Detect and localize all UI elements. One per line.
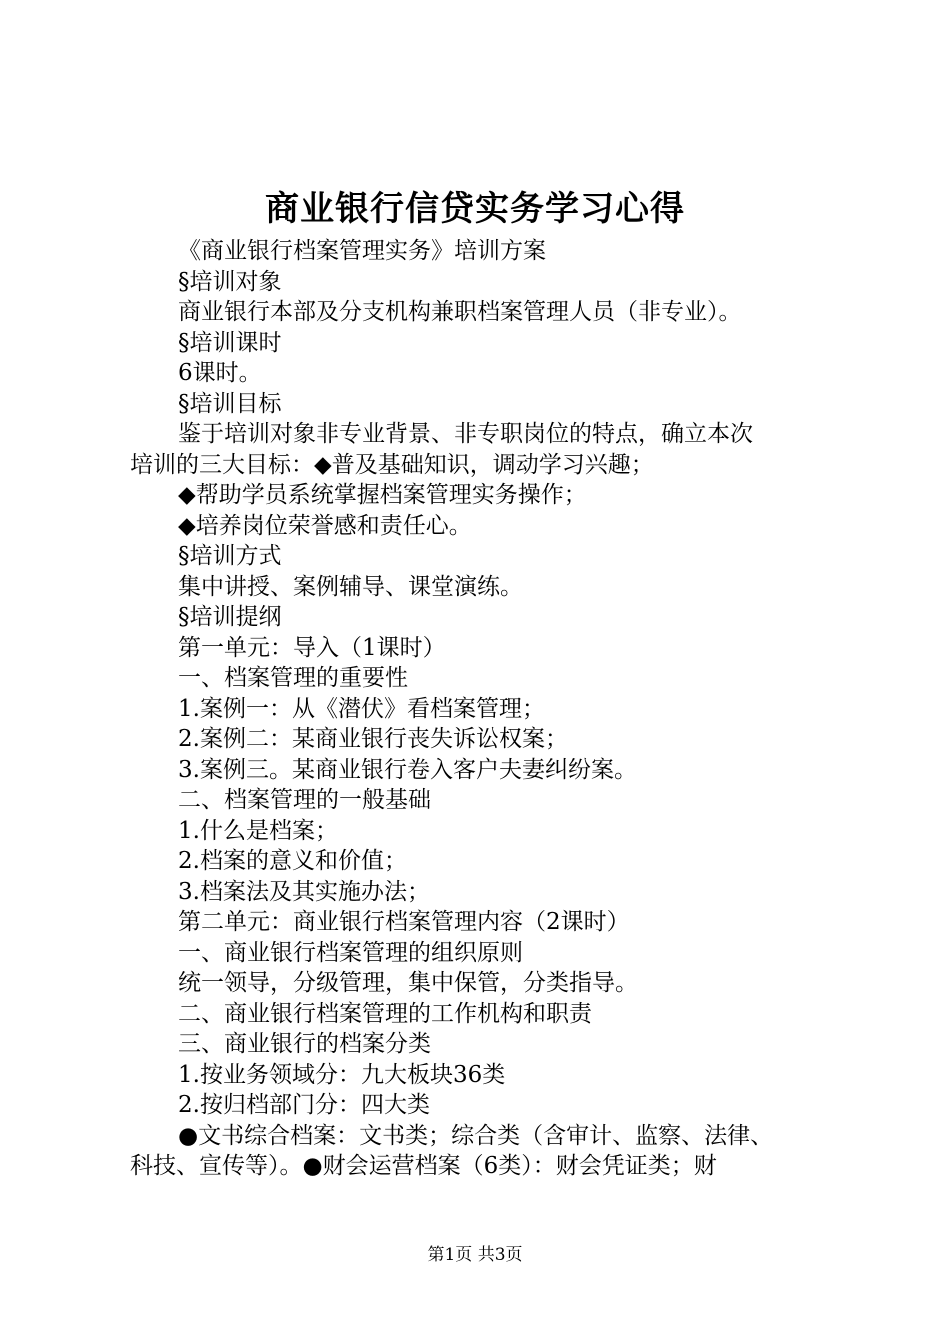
section-heading: §培训方式 [178, 543, 282, 569]
list-item: 1.案例一：从《潜伏》看档案管理； [178, 695, 545, 722]
list-item: 2.档案的意义和价值； [178, 848, 407, 874]
list-item: 1.什么是档案； [178, 817, 338, 844]
list-item: ◆培养岗位荣誉感和责任心。 [178, 512, 472, 539]
paragraph-line: 6课时。 [178, 360, 262, 386]
section-heading: §培训提纲 [178, 604, 282, 630]
subsection-heading: 一、档案管理的重要性 [178, 665, 408, 691]
subsection-heading: 二、商业银行档案管理的工作机构和职责 [178, 1000, 592, 1027]
document-title: 商业银行信贷实务学习心得 [265, 189, 685, 229]
section-heading: §培训课时 [178, 329, 282, 356]
paragraph-line: 《商业银行档案管理实务》培训方案 [178, 238, 546, 264]
unit-heading: 第一单元：导入（1课时） [178, 634, 446, 661]
subsection-heading: 三、商业银行的档案分类 [178, 1031, 431, 1057]
list-item: 2.按归档部门分：四大类 [178, 1092, 430, 1118]
paragraph-line: 商业银行本部及分支机构兼职档案管理人员（非专业）。 [178, 299, 742, 325]
list-item: ◆帮助学员系统掌握档案管理实务操作； [178, 482, 587, 508]
section-heading: §培训目标 [178, 390, 282, 417]
paragraph-line-continued: 培训的三大目标：◆普及基础知识，调动学习兴趣； [130, 451, 654, 478]
paragraph-line: 统一领导，分级管理，集中保管，分类指导。 [178, 970, 638, 996]
list-item: 2.案例二：某商业银行丧失诉讼权案； [178, 726, 568, 752]
subsection-heading: 二、档案管理的一般基础 [178, 787, 431, 813]
list-item: 3.档案法及其实施办法； [178, 878, 430, 905]
section-heading: §培训对象 [178, 268, 282, 295]
page-footer: 第1页 共3页 [427, 1245, 523, 1265]
list-item: 1.按业务领域分：九大板块36类 [178, 1061, 506, 1088]
subsection-heading: 一、商业银行档案管理的组织原则 [178, 939, 523, 966]
document-body [130, 236, 850, 1182]
paragraph-line-continued: 科技、宣传等）。●财会运营档案（6类）：财会凭证类；财 [130, 1153, 717, 1179]
list-item: ●文书综合档案：文书类；综合类（含审计、监察、法律、 [178, 1122, 774, 1149]
paragraph-line: 集中讲授、案例辅导、课堂演练。 [178, 573, 523, 600]
paragraph-line: 鉴于培训对象非专业背景、非专职岗位的特点，确立本次 [178, 421, 753, 447]
list-item: 3.案例三。某商业银行卷入客户夫妻纠纷案。 [178, 756, 637, 783]
unit-heading: 第二单元：商业银行档案管理内容（2课时） [178, 909, 630, 935]
